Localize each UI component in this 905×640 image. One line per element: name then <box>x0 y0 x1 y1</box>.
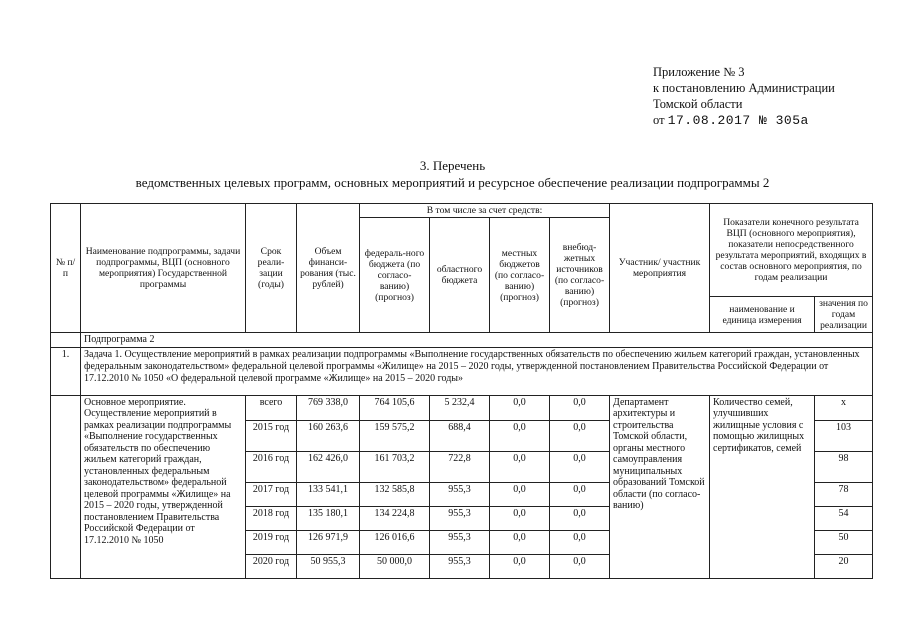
header-ind-name: наименование и единица измерения <box>710 297 815 333</box>
row-regional: 955,3 <box>430 554 490 578</box>
row-volume: 50 955,3 <box>297 554 360 578</box>
measure-name: Основное мероприятие. Осуществление мероприятий в рамках реализации подпрограммы «Выполнение государственных обязательств по обеспечению жильем категорий граждан, установленных федеральным законодательством» федеральной целевой программы «Жилище» на 2015 – 2020 годы, утвержденной постановлением Правительства Российской Федерации от 17.12.2010 № 1050 <box>81 395 246 578</box>
appendix-line-1: Приложение № 3 <box>653 65 745 79</box>
appendix-date-value: 17.08.2017 № 305а <box>667 113 809 128</box>
row-regional: 722,8 <box>430 451 490 482</box>
row-term: 2015 год <box>246 420 297 451</box>
row-federal: 50 000,0 <box>360 554 430 578</box>
title-line-1: 3. Перечень <box>419 158 486 173</box>
row-term: 2019 год <box>246 530 297 554</box>
row-regional: 5 232,4 <box>430 395 490 420</box>
row-extra: 0,0 <box>550 451 610 482</box>
row-local: 0,0 <box>490 482 550 506</box>
row-extra: 0,0 <box>550 395 610 420</box>
row-local: 0,0 <box>490 506 550 530</box>
row-volume: 162 426,0 <box>297 451 360 482</box>
row-value: 103 <box>815 420 873 451</box>
row-term: 2020 год <box>246 554 297 578</box>
header-regional: областного бюджета <box>430 218 490 333</box>
row-volume: 160 263,6 <box>297 420 360 451</box>
appendix-line-2: к постановлению Администрации <box>653 81 835 95</box>
row-extra: 0,0 <box>550 506 610 530</box>
appendix-line-3: Томской области <box>653 97 743 111</box>
row-federal: 161 703,2 <box>360 451 430 482</box>
row-federal: 159 575,2 <box>360 420 430 451</box>
row-term: 2018 год <box>246 506 297 530</box>
header-federal: федераль-ного бюджета (по согласо-ванию) (прогноз) <box>360 218 430 333</box>
row-value: x <box>815 395 873 420</box>
row-local: 0,0 <box>490 420 550 451</box>
row-value: 54 <box>815 506 873 530</box>
row-regional: 688,4 <box>430 420 490 451</box>
row-value: 50 <box>815 530 873 554</box>
appendix-block <box>653 64 883 129</box>
header-ind-values: значения по годам реализации <box>815 297 873 333</box>
subprogram-label: Подпрограмма 2 <box>81 333 873 348</box>
row-local: 0,0 <box>490 554 550 578</box>
row-volume: 133 541,1 <box>297 482 360 506</box>
row-federal: 126 016,6 <box>360 530 430 554</box>
row-volume: 135 180,1 <box>297 506 360 530</box>
appendix-date-prefix: от <box>653 113 665 127</box>
header-incl: В том числе за счет средств: <box>360 204 610 218</box>
header-indicators: Показатели конечного результата ВЦП (основного мероприятия), показатели непосредственного результата мероприятий, входящих в состав основного мероприятия, по годам реализации <box>710 204 873 297</box>
measure-indicator: Количество семей, улучшивших жилищные условия с помощью жилищных сертификатов, семей <box>710 395 815 578</box>
row-local: 0,0 <box>490 395 550 420</box>
header-extra: внебюд-жетных источников (по согласо-ванию) (прогноз) <box>550 218 610 333</box>
row-federal: 764 105,6 <box>360 395 430 420</box>
row-term: 2016 год <box>246 451 297 482</box>
header-num: № п/п <box>51 204 81 333</box>
row-regional: 955,3 <box>430 482 490 506</box>
row-term: всего <box>246 395 297 420</box>
measure-num <box>51 395 81 578</box>
task-num: 1. <box>51 347 81 395</box>
appendix-date-line <box>653 112 883 129</box>
row-federal: 132 585,8 <box>360 482 430 506</box>
header-term: Срок реали-зации (годы) <box>246 204 297 333</box>
subprogram-num <box>51 333 81 348</box>
row-local: 0,0 <box>490 451 550 482</box>
task-text: Задача 1. Осуществление мероприятий в рамках реализации подпрограммы «Выполнение государственных обязательств по обеспечению жильем категорий граждан, установленных федеральным законодательством» федеральной целевой программы «Жилище» на 2015 – 2020 годы, утвержденной постановлением Правительства Российской Федерации от 17.12.2010 № 1050 «О федеральной целевой программе «Жилище» на 2015 – 2020 годы» <box>81 347 873 395</box>
row-volume: 126 971,9 <box>297 530 360 554</box>
header-local: местных бюджетов (по согласо-ванию) (прогноз) <box>490 218 550 333</box>
row-local: 0,0 <box>490 530 550 554</box>
row-extra: 0,0 <box>550 482 610 506</box>
title-line-2: ведомственных целевых программ, основных мероприятий и ресурсное обеспечение реализации подпрограммы 2 <box>135 175 770 190</box>
row-volume: 769 338,0 <box>297 395 360 420</box>
header-volume: Объем финанси-рования (тыс. рублей) <box>297 204 360 333</box>
row-value: 98 <box>815 451 873 482</box>
row-extra: 0,0 <box>550 420 610 451</box>
row-regional: 955,3 <box>430 506 490 530</box>
row-value: 20 <box>815 554 873 578</box>
row-term: 2017 год <box>246 482 297 506</box>
row-federal: 134 224,8 <box>360 506 430 530</box>
program-table <box>50 203 873 579</box>
header-participant: Участник/ участник мероприятия <box>610 204 710 333</box>
measure-participant: Департамент архитектуры и строительства Томской области, органы местного самоуправления муниципальных образований Томской области (по согласо-ванию) <box>610 395 710 578</box>
row-extra: 0,0 <box>550 530 610 554</box>
row-value: 78 <box>815 482 873 506</box>
row-extra: 0,0 <box>550 554 610 578</box>
header-name: Наименование подпрограммы, задачи подпрограммы, ВЦП (основного мероприятия) Государственной программы <box>81 204 246 333</box>
row-regional: 955,3 <box>430 530 490 554</box>
